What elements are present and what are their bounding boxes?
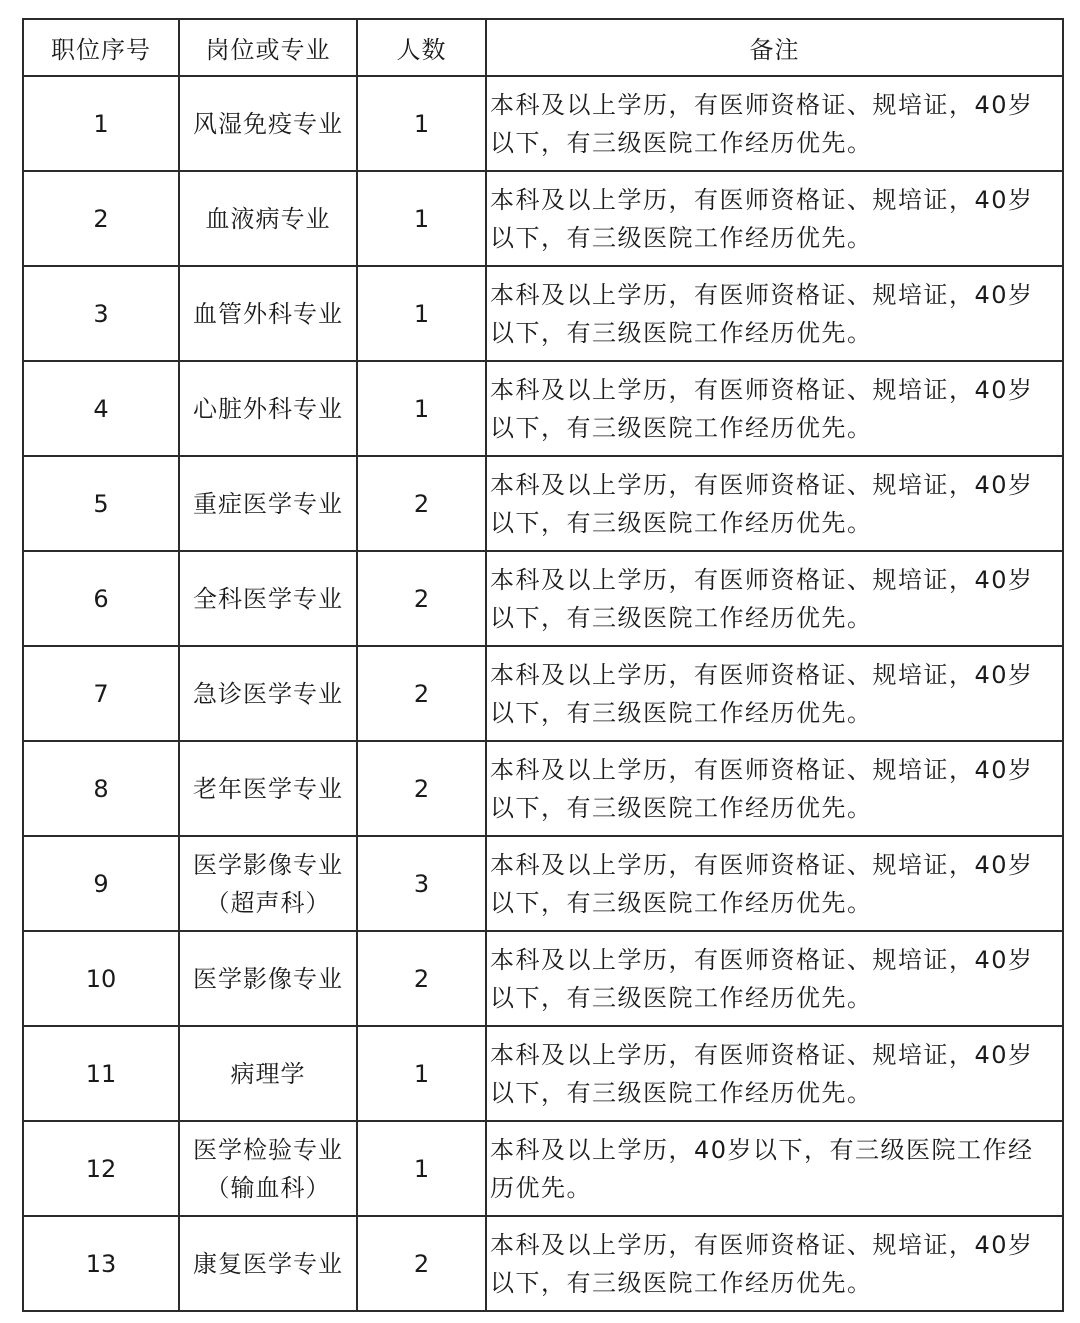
cell-remark: 本科及以上学历，有医师资格证、规培证，40岁以下，有三级医院工作经历优先。 xyxy=(486,361,1063,456)
table-row xyxy=(23,931,1063,1026)
table-row xyxy=(23,76,1063,171)
cell-position-number: 13 xyxy=(23,1216,179,1311)
cell-remark: 本科及以上学历，40岁以下，有三级医院工作经历优先。 xyxy=(486,1121,1063,1216)
table-row xyxy=(23,1026,1063,1121)
cell-major xyxy=(179,361,357,456)
header-remarks: 备注 xyxy=(486,19,1063,76)
cell-position-number: 8 xyxy=(23,741,179,836)
recruitment-table xyxy=(22,18,1064,1312)
table-row xyxy=(23,551,1063,646)
cell-headcount: 1 xyxy=(357,171,486,266)
cell-remark: 本科及以上学历，有医师资格证、规培证，40岁以下，有三级医院工作经历优先。 xyxy=(486,646,1063,741)
cell-remark: 本科及以上学历，有医师资格证、规培证，40岁以下，有三级医院工作经历优先。 xyxy=(486,551,1063,646)
table-row xyxy=(23,456,1063,551)
header-position-or-major: 岗位或专业 xyxy=(179,19,357,76)
header-headcount: 人数 xyxy=(357,19,486,76)
major-line: 医学影像专业 xyxy=(193,964,343,993)
cell-major xyxy=(179,1216,357,1311)
cell-major xyxy=(179,551,357,646)
cell-remark: 本科及以上学历，有医师资格证、规培证，40岁以下，有三级医院工作经历优先。 xyxy=(486,741,1063,836)
table-row xyxy=(23,1216,1063,1311)
cell-position-number: 3 xyxy=(23,266,179,361)
major-line: （超声科） xyxy=(205,888,331,917)
major-line: （输血科） xyxy=(205,1173,331,1202)
cell-remark: 本科及以上学历，有医师资格证、规培证，40岁以下，有三级医院工作经历优先。 xyxy=(486,76,1063,171)
cell-headcount: 2 xyxy=(357,931,486,1026)
major-line: 医学检验专业 xyxy=(193,1135,343,1164)
major-line: 病理学 xyxy=(230,1059,306,1088)
cell-position-number: 7 xyxy=(23,646,179,741)
cell-position-number: 10 xyxy=(23,931,179,1026)
table-row xyxy=(23,646,1063,741)
major-line: 老年医学专业 xyxy=(193,774,343,803)
cell-headcount: 1 xyxy=(357,76,486,171)
cell-remark: 本科及以上学历，有医师资格证、规培证，40岁以下，有三级医院工作经历优先。 xyxy=(486,836,1063,931)
cell-remark: 本科及以上学历，有医师资格证、规培证，40岁以下，有三级医院工作经历优先。 xyxy=(486,456,1063,551)
cell-major xyxy=(179,456,357,551)
cell-headcount: 1 xyxy=(357,361,486,456)
major-line: 医学影像专业 xyxy=(193,850,343,879)
cell-position-number: 1 xyxy=(23,76,179,171)
cell-headcount: 2 xyxy=(357,456,486,551)
cell-position-number: 2 xyxy=(23,171,179,266)
cell-remark: 本科及以上学历，有医师资格证、规培证，40岁以下，有三级医院工作经历优先。 xyxy=(486,1216,1063,1311)
cell-headcount: 3 xyxy=(357,836,486,931)
cell-remark: 本科及以上学历，有医师资格证、规培证，40岁以下，有三级医院工作经历优先。 xyxy=(486,171,1063,266)
major-line: 血管外科专业 xyxy=(193,299,343,328)
table-row xyxy=(23,836,1063,931)
header-position-number: 职位序号 xyxy=(23,19,179,76)
cell-position-number: 11 xyxy=(23,1026,179,1121)
cell-remark: 本科及以上学历，有医师资格证、规培证，40岁以下，有三级医院工作经历优先。 xyxy=(486,266,1063,361)
cell-headcount: 2 xyxy=(357,646,486,741)
cell-major xyxy=(179,931,357,1026)
table-row xyxy=(23,1121,1063,1216)
cell-major xyxy=(179,836,357,931)
major-line: 急诊医学专业 xyxy=(193,679,343,708)
major-line: 全科医学专业 xyxy=(193,584,343,613)
table-row xyxy=(23,741,1063,836)
table-header-row xyxy=(23,19,1063,76)
cell-remark: 本科及以上学历，有医师资格证、规培证，40岁以下，有三级医院工作经历优先。 xyxy=(486,931,1063,1026)
cell-major xyxy=(179,76,357,171)
cell-position-number: 5 xyxy=(23,456,179,551)
cell-headcount: 2 xyxy=(357,1216,486,1311)
table-row xyxy=(23,266,1063,361)
major-line: 血液病专业 xyxy=(205,204,331,233)
cell-headcount: 1 xyxy=(357,1026,486,1121)
table-row xyxy=(23,361,1063,456)
cell-major xyxy=(179,1026,357,1121)
cell-position-number: 4 xyxy=(23,361,179,456)
cell-headcount: 1 xyxy=(357,1121,486,1216)
cell-headcount: 2 xyxy=(357,551,486,646)
cell-position-number: 6 xyxy=(23,551,179,646)
cell-position-number: 12 xyxy=(23,1121,179,1216)
cell-major xyxy=(179,741,357,836)
major-line: 重症医学专业 xyxy=(193,489,343,518)
cell-remark: 本科及以上学历，有医师资格证、规培证，40岁以下，有三级医院工作经历优先。 xyxy=(486,1026,1063,1121)
major-line: 康复医学专业 xyxy=(193,1249,343,1278)
cell-major xyxy=(179,171,357,266)
major-line: 风湿免疫专业 xyxy=(193,109,343,138)
cell-major xyxy=(179,646,357,741)
cell-headcount: 2 xyxy=(357,741,486,836)
major-line: 心脏外科专业 xyxy=(193,394,343,423)
cell-headcount: 1 xyxy=(357,266,486,361)
table-body xyxy=(23,76,1063,1311)
cell-position-number: 9 xyxy=(23,836,179,931)
table-row xyxy=(23,171,1063,266)
cell-major xyxy=(179,1121,357,1216)
recruitment-table-sheet xyxy=(22,18,1062,1312)
cell-major xyxy=(179,266,357,361)
